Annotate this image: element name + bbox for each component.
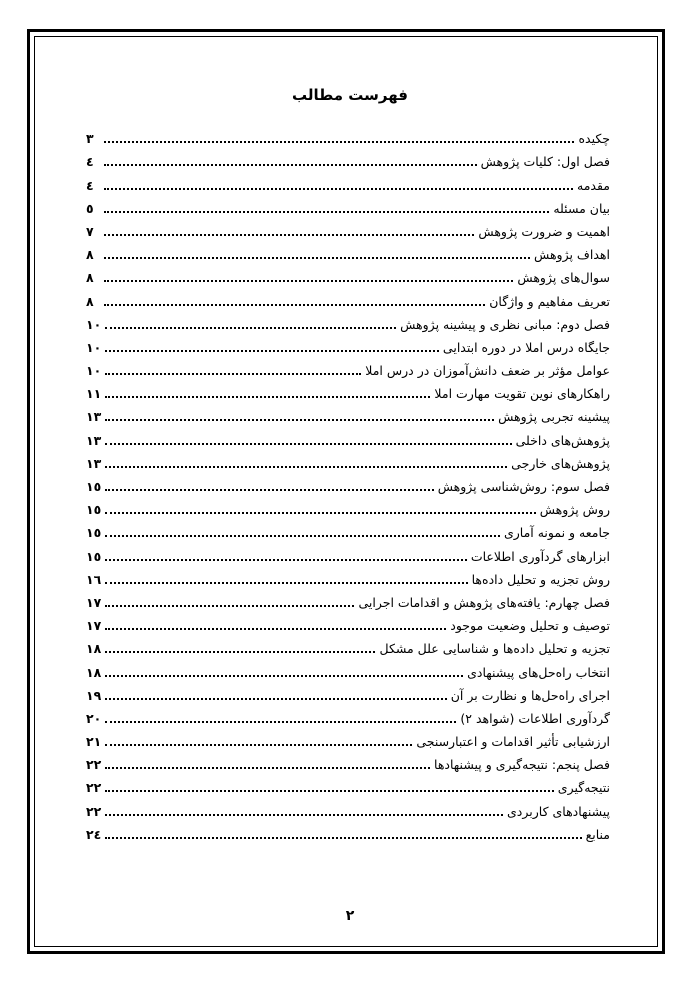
toc-dot-leader: [105, 628, 446, 630]
toc-entry[interactable]: [86, 704, 610, 727]
toc-entry-label: ابزارهای گردآوری اطلاعات: [470, 548, 610, 564]
toc-entry[interactable]: [86, 170, 610, 193]
toc-entry-label: فصل پنجم: نتیجه‌گیری و پیشنهادها: [434, 757, 610, 773]
toc-entry-label: توصیف و تحلیل وضعیت موجود: [450, 618, 610, 634]
toc-entry-page: ۱۳: [86, 409, 102, 425]
toc-entry-label: عوامل مؤثر بر ضعف دانش‌آموزان در درس املا: [365, 363, 610, 379]
toc-entry-page: ۱۳: [86, 455, 102, 471]
toc-entry-page: ۷: [86, 223, 94, 239]
toc-entry-label: تعریف مفاهیم و واژگان: [489, 293, 610, 309]
toc-entry-page: ۲٤: [86, 826, 102, 842]
toc-entry-page: ٥: [86, 200, 94, 216]
toc-dot-leader: [105, 582, 467, 584]
toc-entry-label: جایگاه درس املا در دوره ابتدایی: [442, 339, 610, 355]
toc-entry[interactable]: [86, 565, 610, 588]
toc-dot-leader: [105, 489, 433, 491]
toc-entry-page: ٤: [86, 154, 94, 170]
toc-entry-label: اهداف پژوهش: [534, 247, 610, 263]
page-title: فهرست مطالب: [292, 86, 408, 104]
toc-entry-label: انتخاب راه‌حل‌های پیشنهادی: [467, 664, 610, 680]
toc-entry[interactable]: [86, 333, 610, 356]
toc-entry-label: پژوهش‌های داخلی: [515, 432, 610, 448]
toc-entry[interactable]: [86, 263, 610, 286]
toc-entry[interactable]: [86, 379, 610, 402]
toc-entry[interactable]: [86, 820, 610, 843]
toc-entry[interactable]: [86, 634, 610, 657]
toc-entry[interactable]: [86, 286, 610, 309]
toc-entry-page: ۲۰: [86, 710, 102, 726]
toc-entry[interactable]: [86, 657, 610, 680]
toc-entry[interactable]: [86, 611, 610, 634]
toc-entry-page: ۱٦: [86, 571, 102, 587]
toc-entry-page: ۲۱: [86, 734, 102, 750]
toc-dot-leader: [105, 721, 456, 723]
toc-entry[interactable]: [86, 124, 610, 147]
toc-dot-leader: [105, 535, 500, 537]
toc-entry-page: ۱٥: [86, 548, 102, 564]
toc-dot-leader: [105, 419, 494, 421]
toc-dot-leader: [104, 141, 574, 143]
toc-entry[interactable]: [86, 356, 610, 379]
toc-entry[interactable]: [86, 773, 610, 796]
page-number: ۲: [345, 908, 355, 924]
toc-entry-label: چکیده: [578, 131, 610, 147]
toc-dot-leader: [105, 396, 430, 398]
toc-entry-label: ارزشیابی تأثیر اقدامات و اعتبارسنجی: [416, 734, 610, 750]
toc-entry[interactable]: [86, 681, 610, 704]
toc-dot-leader: [104, 234, 474, 236]
toc-entry-label: راهکارهای نوین تقویت مهارت املا: [434, 386, 610, 402]
toc-entry[interactable]: [86, 449, 610, 472]
toc-entry-page: ۸: [86, 293, 94, 309]
toc-entry-label: فصل چهارم: یافته‌های پژوهش و اقدامات اجرایی: [358, 594, 610, 610]
toc-entry-page: ۲۲: [86, 803, 102, 819]
toc-dot-leader: [104, 257, 530, 259]
toc-entry-page: ۱۷: [86, 618, 102, 634]
toc-entry[interactable]: [86, 402, 610, 425]
toc-dot-leader: [105, 512, 535, 514]
toc-dot-leader: [104, 280, 513, 282]
toc-dot-leader: [105, 837, 581, 839]
toc-dot-leader: [104, 164, 477, 166]
toc-dot-leader: [105, 466, 507, 468]
toc-dot-leader: [105, 559, 467, 561]
toc-entry-page: ۲۲: [86, 780, 102, 796]
toc-entry[interactable]: [86, 194, 610, 217]
toc-dot-leader: [105, 698, 446, 700]
toc-entry[interactable]: [86, 425, 610, 448]
toc-entry[interactable]: [86, 310, 610, 333]
toc-entry-label: روش پژوهش: [539, 502, 610, 518]
toc-entry-page: ۲۲: [86, 757, 102, 773]
toc-dot-leader: [105, 767, 430, 769]
toc-entry[interactable]: [86, 495, 610, 518]
toc-entry-label: اهمیت و ضرورت پژوهش: [478, 223, 610, 239]
toc-entry-page: ۱۱: [86, 386, 102, 402]
toc-entry[interactable]: [86, 727, 610, 750]
toc-entry-page: ۳: [86, 131, 94, 147]
toc-dot-leader: [104, 304, 485, 306]
toc-entry[interactable]: [86, 541, 610, 564]
toc-entry[interactable]: [86, 518, 610, 541]
toc-dot-leader: [105, 350, 439, 352]
toc-entry-label: پژوهش‌های خارجی: [511, 455, 610, 471]
toc-dot-leader: [105, 744, 412, 746]
toc-entry-label: سوال‌های پژوهش: [517, 270, 610, 286]
toc-entry-page: ۱۸: [86, 664, 102, 680]
toc-entry-label: گردآوری اطلاعات (شواهد ۲): [460, 710, 610, 726]
toc-entry-label: نتیجه‌گیری: [557, 780, 610, 796]
toc-entry-label: پیشنهادهای کاربردی: [507, 803, 610, 819]
toc-entry-label: منابع: [585, 826, 610, 842]
toc-entry-page: ۸: [86, 270, 94, 286]
toc-entry-page: ۱٥: [86, 525, 102, 541]
toc-entry-label: فصل دوم: مبانی نظری و پیشینه پژوهش: [400, 316, 610, 332]
toc-dot-leader: [105, 605, 354, 607]
toc-entry-page: ۱۸: [86, 641, 102, 657]
toc-entry-page: ۱۰: [86, 363, 102, 379]
toc-dot-leader: [105, 443, 511, 445]
toc-entry[interactable]: [86, 147, 610, 170]
toc-entry-page: ٤: [86, 177, 94, 193]
toc-entry[interactable]: [86, 796, 610, 819]
toc-entry-label: اجرای راه‌حل‌ها و نظارت بر آن: [450, 687, 610, 703]
toc-entry-label: فصل سوم: روش‌شناسی پژوهش: [437, 479, 610, 494]
toc-dot-leader: [104, 188, 573, 190]
toc-dot-leader: [105, 373, 361, 375]
toc-entry-page: ۱٥: [86, 479, 102, 494]
toc-entry-page: ۱٥: [86, 502, 102, 518]
toc-entry-label: فصل اول: کلیات پژوهش: [480, 154, 610, 170]
toc-entry-label: روش تجزیه و تحلیل داده‌ها: [471, 571, 610, 587]
toc-entry-page: ۱۰: [86, 316, 102, 332]
toc-entry[interactable]: [86, 750, 610, 773]
toc-entry-label: پیشینه تجربی پژوهش: [498, 409, 610, 425]
toc-entry[interactable]: [86, 240, 610, 263]
toc-dot-leader: [105, 327, 396, 329]
toc-entry[interactable]: [86, 217, 610, 240]
toc-entry-page: ۱۰: [86, 339, 102, 355]
toc-dot-leader: [104, 211, 549, 213]
toc-entry-page: ۱۹: [86, 687, 102, 703]
toc-entry-label: بیان مسئله: [553, 200, 610, 216]
toc-entry-page: ۱۷: [86, 594, 102, 610]
toc-entry-page: ۱۳: [86, 432, 102, 448]
toc-entry[interactable]: [86, 472, 610, 495]
toc-entry-page: ۸: [86, 247, 94, 263]
toc-dot-leader: [105, 814, 503, 816]
toc-dot-leader: [105, 651, 375, 653]
toc-entry[interactable]: [86, 588, 610, 611]
toc-entry-label: جامعه و نمونه آماری: [503, 525, 610, 541]
table-of-contents: [86, 124, 610, 843]
toc-dot-leader: [105, 675, 463, 677]
toc-dot-leader: [105, 790, 554, 792]
toc-entry-label: تجزیه و تحلیل داده‌ها و شناسایی علل مشکل: [379, 641, 610, 657]
toc-entry-label: مقدمه: [577, 177, 610, 193]
